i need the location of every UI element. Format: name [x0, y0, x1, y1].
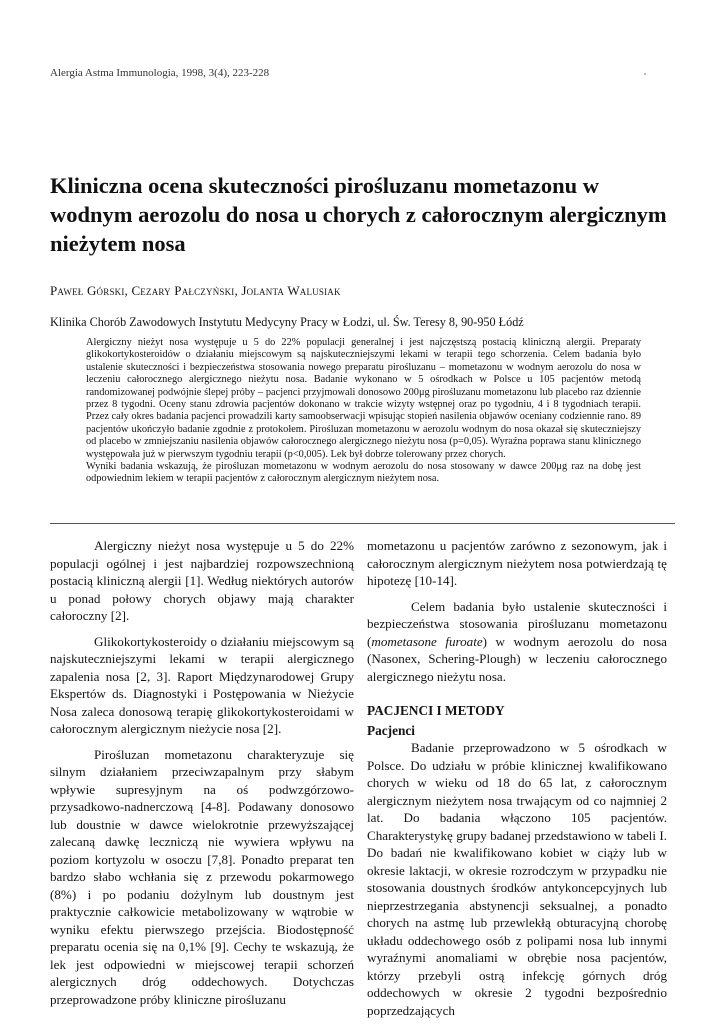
- body-paragraph: Glikokortykosteroidy o działaniu miejscowym są najskuteczniejszymi lekami w terapii alergicznego zapalenia nosa [2, 3]. Raport Międzynarodowej Grupy Ekspertów ds. Diagnostyki i Postępowania w Nieżycie Nosa zaleca donosową terapię glikokortykosteroidami w całorocznym alergicznym nieżycie nosa [2].: [50, 633, 354, 736]
- latin-drug-name: mometasone furoate: [371, 633, 483, 649]
- abstract-paragraph: Alergiczny nieżyt nosa występuje u 5 do 22% populacji generalnej i jest najczęstszą postacią kliniczną alergii. Preparaty glikokortykosteroidów o działaniu miejscowym są najskuteczniejszymi lekami w terapii tego schorzenia. Celem badania było ustalenie skuteczności i bezpieczeństwa stosowania nowego preparatu pirośluzanu – mometazonu w wodnym aerozolu do nosa w leczeniu całorocznego alergicznego nieżytu nosa. Badanie wykonano w 5 ośrodkach w Polsce u 105 pacjentów metodą randomizowanej podwójnie ślepej próby – pacjenci przyjmowali donosowo 200μg pirośluzanu mometazonu lub placebo raz dziennie przez 8 tygodni. Oceny stanu zdrowia pacjentów dokonano w trakcie wizyty wstępnej oraz po tygodniu, 4 i 8 tygodniach terapii. Przez cały okres badania pacjenci prowadzili karty samoobserwacji wpisując stopień nasilenia objawów oceniany codziennie rano. 89 pacjentów ukończyło badanie zgodnie z protokołem. Pirośluzan mometazonu w aerozolu wodnym do nosa okazał się skuteczniejszy od placebo w zmniejszaniu nasilenia objawów całorocznego alergicznego nieżytu nosa (p=0,05). Wyraźna poprawa stanu klinicznego występowała już w pierwszym tygodniu terapii (p<0,005). Lek był dobrze tolerowany przez chorych.: [86, 337, 641, 460]
- body-paragraph: Pirośluzan mometazonu charakteryzuje się silnym działaniem przeciwzapalnym przy słabym wpływie supresyjnym na oś podwzgórzowo-przysadkowo-nadnerczową [4-8]. Podawany donosowo lub doustnie w dawce wielokrotnie przewyższającej zalecaną dawkę leczniczą nie wywiera wpływu na poziom kortyzolu w osoczu [7,8]. Ponadto preparat ten bardzo słabo wchłania się z przewodu pokarmowego (8%) i po podaniu dożylnym lub doustnym jest praktycznie całkowicie metabolizowany w wątrobie w wyniku efektu pierwszego przejścia. Biodostępność preparatu ocenia się na 0,1% [9]. Cechy te wskazują, że lek jest odpowiedni w miejscowej terapii schorzeń alergicznych dróg oddechowych. Dotychczas przeprowadzone próby kliniczne pirośluzanu: [50, 746, 354, 1007]
- affiliation: Klinika Chorób Zawodowych Instytutu Medycyny Pracy w Łodzi, ul. Św. Teresy 8, 90-950 Łódź: [50, 315, 524, 329]
- journal-citation: Alergia Astma Immunologia, 1998, 3(4), 223-228: [50, 67, 270, 79]
- scan-speck: [644, 73, 646, 75]
- body-column-left: [50, 537, 354, 1008]
- abstract-paragraph: Wyniki badania wskazują, że pirośluzan mometazonu w wodnym aerozolu do nosa stosowany w dawce 200μg raz na dobę jest odpowiednim lekiem w terapii pacjentów z całorocznym alergicznym nieżytem nosa.: [86, 461, 641, 485]
- text-run: ) w wodnym aerozolu do nosa (Nasonex, Schering-Plough) w leczeniu całorocznego alergicznego nieżytu nosa.: [367, 633, 667, 684]
- article-title: Kliniczna ocena skuteczności pirośluzanu mometazonu w wodnym aerozolu do nosa u chorych z całorocznym alergicznym nieżytem nosa: [50, 173, 667, 256]
- body-paragraph: Badanie przeprowadzono w 5 ośrodkach w Polsce. Do udziału w próbie klinicznej kwalifikowano chorych w wieku od 18 do 65 lat, z całorocznym alergicznym nieżytem nosa trwającym od co najmniej 2 lat. Do badania włączono 105 pacjentów. Charakterystykę grupy badanej przedstawiono w tabeli I. Do badań nie kwalifikowano kobiet w ciąży lub w okresie laktacji, w okresie rozrodczym w przypadku nie stosowania doustnych środków antykoncepcyjnych lub nieprzestrzegania abstynencji seksualnej, a ponadto chorych na astmę lub przewlekłą obturacyjną chorobę układu oddechowego osób z polipami nosa lub innymi wyraźnymi anomaliami w obrębie nosa pacjentów, którzy przebyli ostrą infekcję górnych dróg oddechowych w okresie 2 tygodni bezpośrednio poprzedzających: [367, 740, 667, 1018]
- section-divider: [50, 523, 675, 524]
- body-paragraph: mometazonu u pacjentów zarówno z sezonowym, jak i całorocznym alergicznym nieżytem nosa potwierdzają tę hipotezę [10-14].: [367, 538, 667, 588]
- section-heading: PACJENCI I METODY: [367, 703, 505, 718]
- author-list: Paweł Górski, Cezary Pałczyński, Jolanta Walusiak: [50, 283, 341, 298]
- text-run: Celem badania było ustalenie skuteczności i bezpieczeństwa stosowania pirośluzanu mometazonu (: [367, 598, 667, 649]
- body-paragraph: Alergiczny nieżyt nosa występuje u 5 do 22% populacji ogólnej i jest najbardziej rozpowszechnioną postacią kliniczną alergii [1]. Według niektórych autorów u ponad połowy chorych objawy mają charakter całoroczny [2].: [50, 538, 354, 623]
- subsection-heading: Pacjenci: [367, 722, 415, 738]
- body-column-right: [367, 537, 667, 1019]
- body-paragraph: [367, 598, 667, 686]
- abstract: [86, 337, 641, 486]
